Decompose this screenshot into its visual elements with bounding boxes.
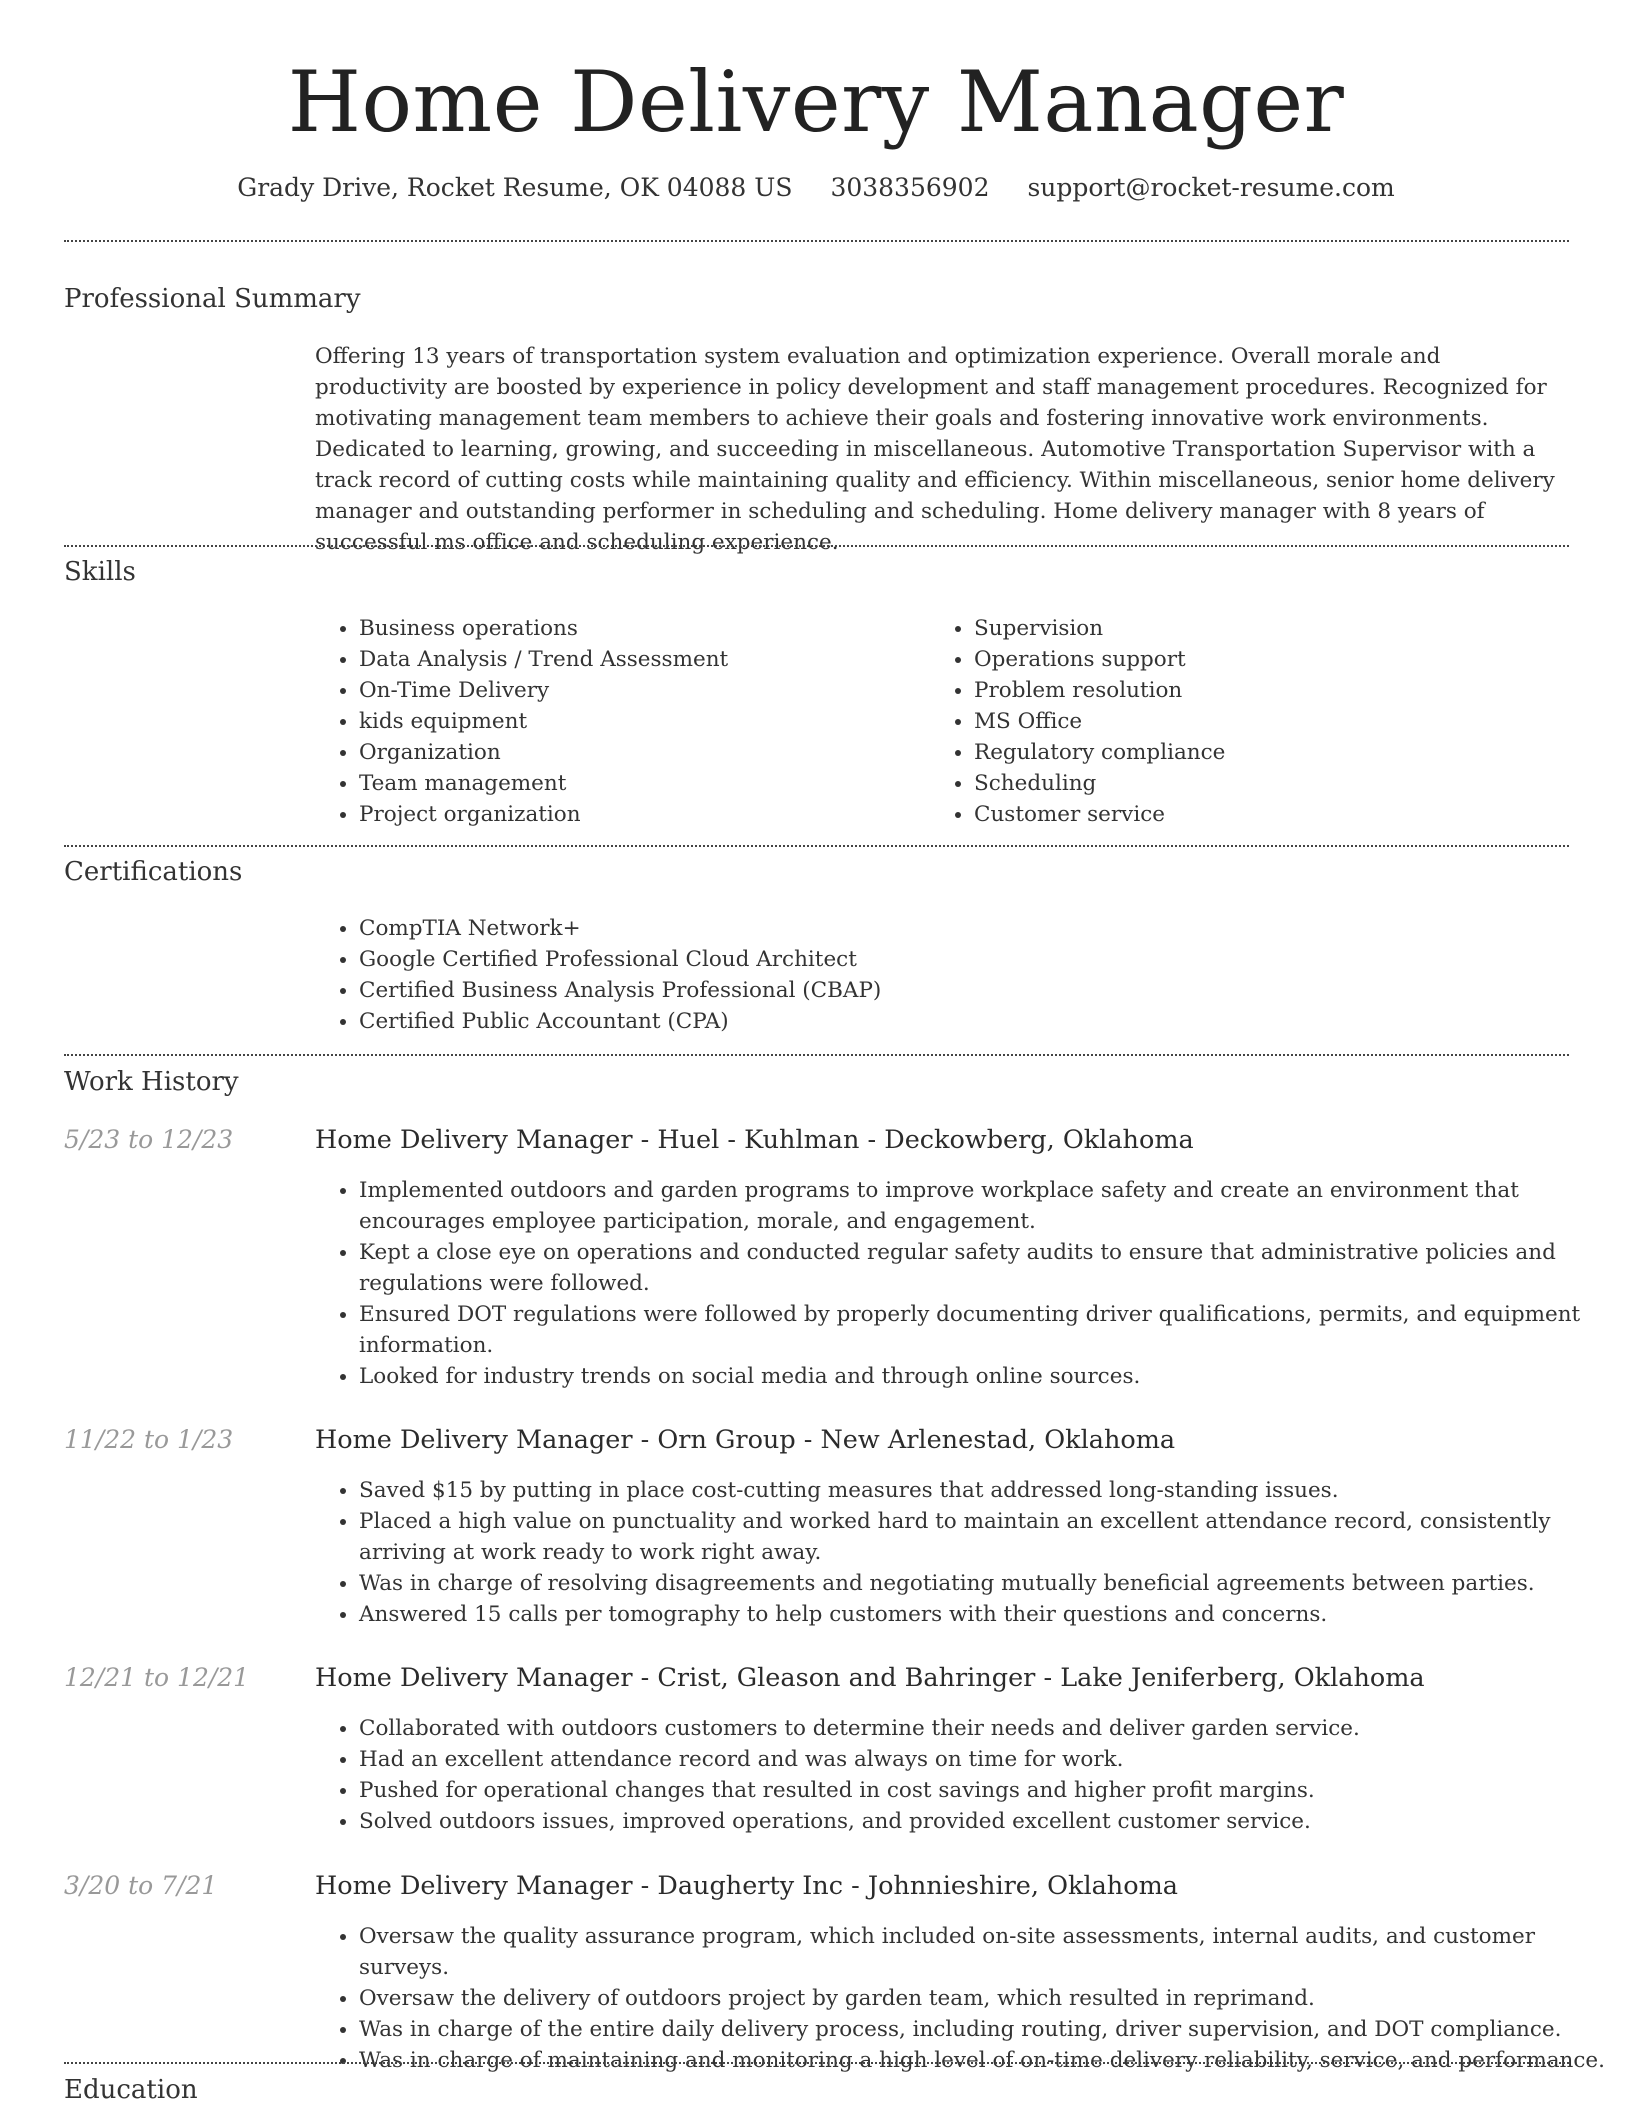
skill-item: • Project organization xyxy=(359,799,919,830)
job-bullet: • Was in charge of resolving disagreements and negotiating mutually beneficial agreements between parties. xyxy=(359,1568,1609,1599)
job-bullets xyxy=(315,1175,1609,1392)
section-divider xyxy=(64,240,1569,242)
job-dates: 12/21 to 12/21 xyxy=(64,1663,250,1692)
section-divider xyxy=(64,2062,1569,2064)
job-bullet: • Saved $15 by putting in place cost-cutting measures that addressed long-standing issues. xyxy=(359,1475,1609,1506)
job-bullet: • Kept a close eye on operations and conducted regular safety audits to ensure that administrative policies and regulations were followed. xyxy=(359,1237,1609,1299)
contact-email: support@rocket-resume.com xyxy=(1027,173,1395,202)
skill-item: • Problem resolution xyxy=(974,675,1574,706)
job-dates: 5/23 to 12/23 xyxy=(64,1125,234,1154)
summary-text: Offering 13 years of transportation system evaluation and optimization experience. Overall morale and productivity are boosted by experience in policy development and staff management procedures. Recognized for motivating management team members to achieve their goals and fostering innovative work environments. Dedicated to learning, growing, and succeeding in miscellaneous. Automotive Transportation Supervisor with a track record of cutting costs while maintaining quality and efficiency. Within miscellaneous, senior home delivery manager and outstanding performer in scheduling and scheduling. Home delivery manager with 8 years of successful ms office and scheduling experience. xyxy=(315,344,1555,555)
certifications-heading: Certifications xyxy=(64,857,243,887)
job-bullet: • Was in charge of maintaining and monitoring a high level of on-time delivery reliability, service, and performance. xyxy=(359,2045,1609,2076)
skill-item: • Supervision xyxy=(974,613,1574,644)
job-bullet: • Implemented outdoors and garden programs to improve workplace safety and create an environment that encourages employee participation, morale, and engagement. xyxy=(359,1175,1609,1237)
skill-item: • Business operations xyxy=(359,613,919,644)
job-bullet: • Looked for industry trends on social media and through online sources. xyxy=(359,1361,1609,1392)
contact-address: Grady Drive, Rocket Resume, OK 04088 US xyxy=(237,173,793,202)
certification-item: • Certified Public Accountant (CPA) xyxy=(359,1006,1609,1037)
job-bullet: • Placed a high value on punctuality and worked hard to maintain an excellent attendance record, consistently arriving at work ready to work right away. xyxy=(359,1506,1609,1568)
job-bullets xyxy=(315,1921,1609,2076)
job-title: Home Delivery Manager - Orn Group - New Arlenestad, Oklahoma xyxy=(315,1425,1176,1455)
job-bullet: • Solved outdoors issues, improved operations, and provided excellent customer service. xyxy=(359,1806,1609,1837)
section-divider xyxy=(64,845,1569,847)
job-title: Home Delivery Manager - Crist, Gleason and Bahringer - Lake Jeniferberg, Oklahoma xyxy=(315,1663,1425,1693)
job-title: Home Delivery Manager - Daugherty Inc - Johnnieshire, Oklahoma xyxy=(315,1871,1178,1901)
job-bullet: • Pushed for operational changes that resulted in cost savings and higher profit margins. xyxy=(359,1775,1609,1806)
job-bullet: • Answered 15 calls per tomography to help customers with their questions and concerns. xyxy=(359,1599,1609,1630)
job-bullets xyxy=(315,1713,1609,1837)
skill-item: • kids equipment xyxy=(359,706,919,737)
skill-item: • Data Analysis / Trend Assessment xyxy=(359,644,919,675)
skill-item: • Customer service xyxy=(974,799,1574,830)
skill-item: • Team management xyxy=(359,768,919,799)
skill-item: • On-Time Delivery xyxy=(359,675,919,706)
section-divider xyxy=(64,1054,1569,1056)
contact-phone: 3038356902 xyxy=(830,173,990,202)
skill-item: • Operations support xyxy=(974,644,1574,675)
certification-item: • Certified Business Analysis Professional (CBAP) xyxy=(359,975,1609,1006)
skill-item: • MS Office xyxy=(974,706,1574,737)
certification-item: • CompTIA Network+ xyxy=(359,913,1609,944)
contact-line xyxy=(0,170,1632,206)
work-history-heading: Work History xyxy=(64,1067,239,1097)
skill-item: • Organization xyxy=(359,737,919,768)
summary-heading: Professional Summary xyxy=(64,284,361,314)
job-bullet: • Oversaw the delivery of outdoors project by garden team, which resulted in reprimand. xyxy=(359,1983,1609,2014)
certifications-list xyxy=(315,913,1609,1037)
resume-title: Home Delivery Manager xyxy=(287,53,1345,151)
job-bullet: • Was in charge of the entire daily delivery process, including routing, driver supervision, and DOT compliance. xyxy=(359,2014,1609,2045)
job-dates: 3/20 to 7/21 xyxy=(64,1871,218,1900)
skill-item: • Regulatory compliance xyxy=(974,737,1574,768)
certification-item: • Google Certified Professional Cloud Architect xyxy=(359,944,1609,975)
skills-heading: Skills xyxy=(64,557,136,587)
section-divider xyxy=(64,545,1569,547)
skills-list-left xyxy=(315,613,919,830)
education-heading: Education xyxy=(64,2075,198,2105)
job-bullet: • Had an excellent attendance record and was always on time for work. xyxy=(359,1744,1609,1775)
job-bullets xyxy=(315,1475,1609,1630)
job-dates: 11/22 to 1/23 xyxy=(64,1425,234,1454)
job-bullet: • Oversaw the quality assurance program, which included on-site assessments, internal audits, and customer surveys. xyxy=(359,1921,1609,1983)
job-title: Home Delivery Manager - Huel - Kuhlman - Deckowberg, Oklahoma xyxy=(315,1125,1194,1155)
job-bullet: • Ensured DOT regulations were followed by properly documenting driver qualifications, permits, and equipment information. xyxy=(359,1299,1609,1361)
job-bullet: • Collaborated with outdoors customers to determine their needs and deliver garden service. xyxy=(359,1713,1609,1744)
skill-item: • Scheduling xyxy=(974,768,1574,799)
skills-list-right xyxy=(930,613,1574,830)
